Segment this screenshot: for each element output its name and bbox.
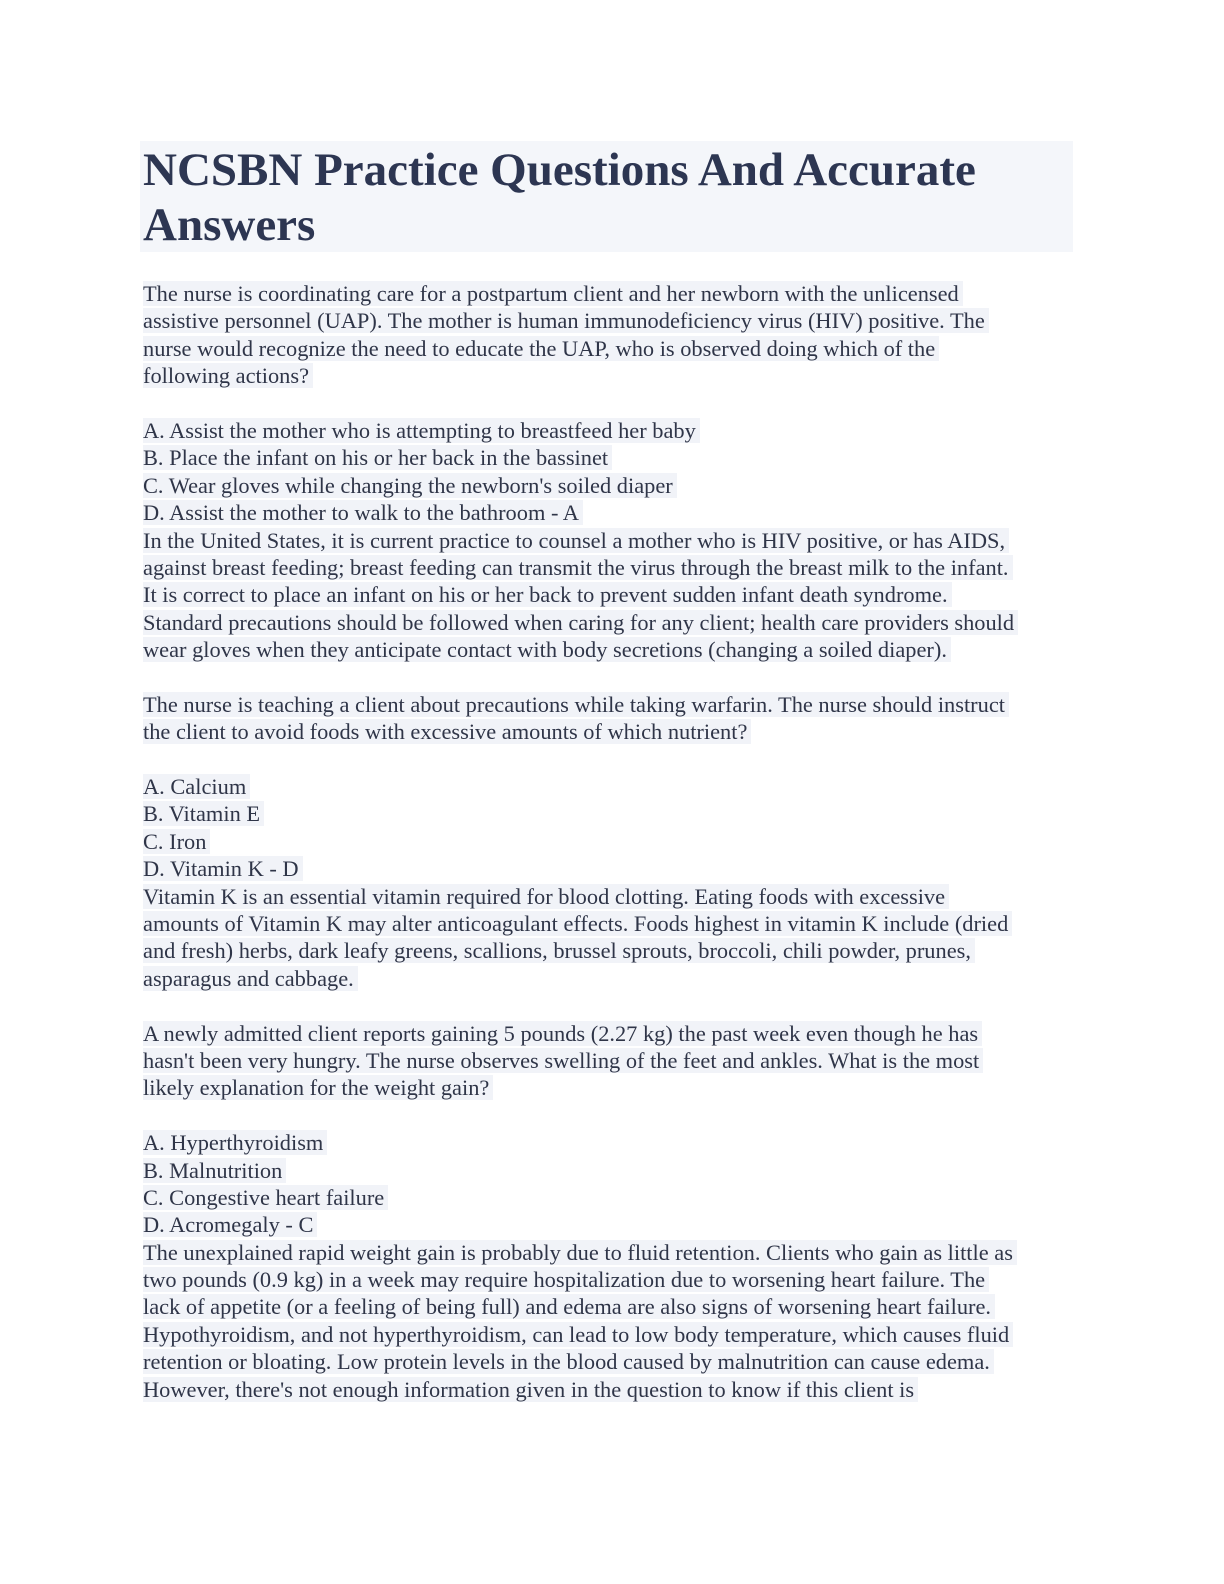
- option-b: B. Vitamin E: [143, 801, 264, 826]
- option-d-with-answer: D. Assist the mother to walk to the bathroom - A: [143, 500, 583, 525]
- stem-line: The nurse is teaching a client about precautions while taking warfarin. The nurse should instruct: [143, 692, 1009, 717]
- rationale-line: two pounds (0.9 kg) in a week may require hospitalization due to worsening heart failure. The: [143, 1267, 989, 1292]
- stem-line: hasn't been very hungry. The nurse observes swelling of the feet and ankles. What is the most: [143, 1048, 983, 1073]
- option-a: A. Assist the mother who is attempting to breastfeed her baby: [143, 418, 700, 443]
- rationale-line: wear gloves when they anticipate contact with body secretions (changing a soiled diaper).: [143, 637, 951, 662]
- title-line-2: Answers: [143, 199, 316, 251]
- rationale: [143, 527, 1083, 664]
- rationale-line: amounts of Vitamin K may alter anticoagulant effects. Foods highest in vitamin K include (dried: [143, 911, 1012, 936]
- rationale-line: Standard precautions should be followed when caring for any client; health care providers should: [143, 610, 1018, 635]
- stem-line: the client to avoid foods with excessive amounts of which nutrient?: [143, 719, 751, 744]
- stem-line: assistive personnel (UAP). The mother is human immunodeficiency virus (HIV) positive. The: [143, 308, 989, 333]
- question-stem: [143, 691, 1083, 746]
- rationale-line: In the United States, it is current practice to counsel a mother who is HIV positive, or has AIDS,: [143, 528, 1009, 553]
- stem-line: A newly admitted client reports gaining 5 pounds (2.27 kg) the past week even though he has: [143, 1021, 982, 1046]
- option-b: B. Malnutrition: [143, 1158, 286, 1183]
- rationale-line: It is correct to place an infant on his or her back to prevent sudden infant death syndrome.: [143, 582, 952, 607]
- option-b: B. Place the infant on his or her back in the bassinet: [143, 445, 612, 470]
- rationale-line: The unexplained rapid weight gain is probably due to fluid retention. Clients who gain as little as: [143, 1240, 1017, 1265]
- option-c: C. Congestive heart failure: [143, 1185, 388, 1210]
- rationale-line: retention or bloating. Low protein levels in the blood caused by malnutrition can cause edema.: [143, 1349, 994, 1374]
- stem-line: likely explanation for the weight gain?: [143, 1075, 493, 1100]
- rationale: [143, 883, 1083, 993]
- rationale-line: However, there's not enough information given in the question to know if this client is: [143, 1377, 918, 1402]
- question-block: [143, 1020, 1083, 1403]
- rationale-line: asparagus and cabbage.: [143, 966, 358, 991]
- option-d-with-answer: D. Vitamin K - D: [143, 856, 303, 881]
- page-title: [143, 143, 1063, 253]
- question-stem: [143, 1020, 1083, 1102]
- rationale: [143, 1239, 1083, 1403]
- answer-options: [143, 1129, 1083, 1239]
- option-c: C. Iron: [143, 829, 210, 854]
- option-a: A. Calcium: [143, 774, 250, 799]
- stem-line: nurse would recognize the need to educate the UAP, who is observed doing which of the: [143, 336, 939, 361]
- answer-options: [143, 417, 1083, 527]
- question-block: [143, 691, 1083, 992]
- option-c: C. Wear gloves while changing the newborn's soiled diaper: [143, 473, 677, 498]
- option-d-with-answer: D. Acromegaly - C: [143, 1212, 317, 1237]
- answer-options: [143, 773, 1083, 883]
- rationale-line: Hypothyroidism, and not hyperthyroidism, can lead to low body temperature, which causes fluid: [143, 1322, 1013, 1347]
- rationale-line: against breast feeding; breast feeding can transmit the virus through the breast milk to the infant.: [143, 555, 1013, 580]
- stem-line: The nurse is coordinating care for a postpartum client and her newborn with the unlicensed: [143, 281, 963, 306]
- rationale-line: Vitamin K is an essential vitamin required for blood clotting. Eating foods with excessive: [143, 884, 949, 909]
- stem-line: following actions?: [143, 363, 313, 388]
- document-body: [143, 280, 1083, 1403]
- option-a: A. Hyperthyroidism: [143, 1130, 327, 1155]
- question-stem: [143, 280, 1083, 390]
- rationale-line: and fresh) herbs, dark leafy greens, scallions, brussel sprouts, broccoli, chili powder, prunes,: [143, 938, 975, 963]
- question-block: [143, 280, 1083, 663]
- rationale-line: lack of appetite (or a feeling of being full) and edema are also signs of worsening heart failure.: [143, 1294, 995, 1319]
- title-line-1: NCSBN Practice Questions And Accurate: [143, 144, 976, 196]
